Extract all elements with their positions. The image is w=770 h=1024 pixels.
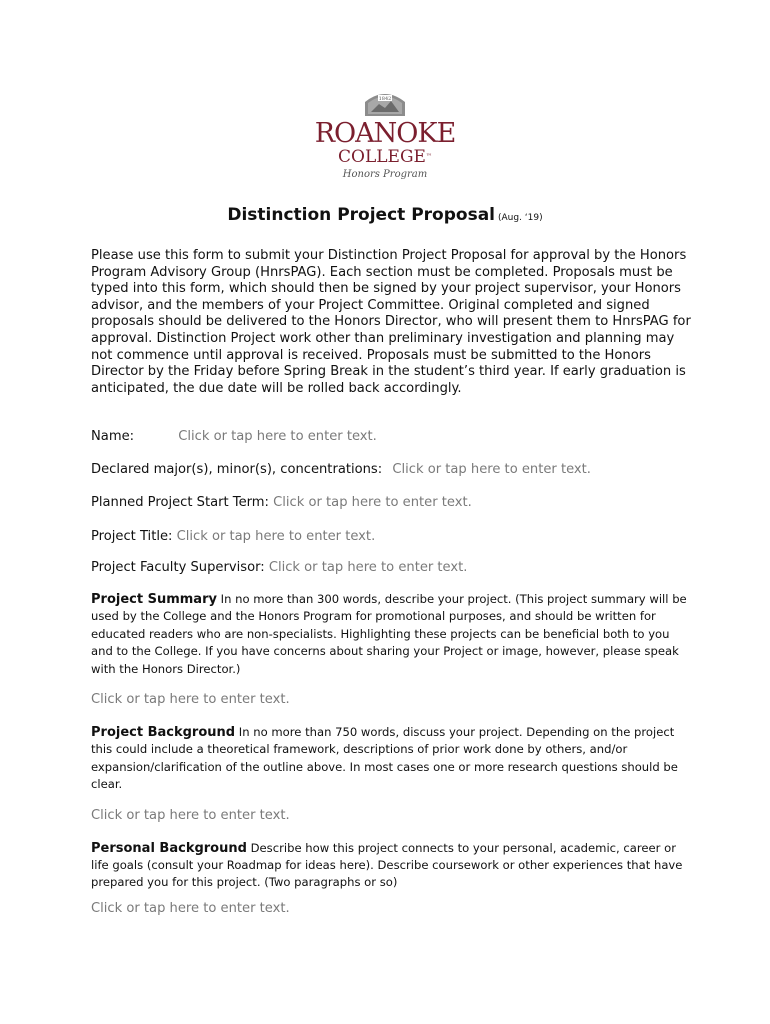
supervisor-field-row: [91, 560, 467, 576]
name-input[interactable]: Click or tap here to enter text.: [178, 429, 377, 444]
intro-paragraph: Please use this form to submit your Distinction Project Proposal for approval by the Honors Program Advisory Group (HnrsPAG). Each section must be completed. Proposals must be typed into this form, which should then be signed by your project supervisor, your Honors advisor, and the members of your Project Committee. Original completed and signed proposals should be delivered to the Honors Director, who will present them to HnrsPAG for approval. Distinction Project work other than preliminary investigation and planning may not commence until approval is received. Proposals must be submitted to the Honors Director by the Friday before Spring Break in the student’s third year. If early graduation is anticipated, the due date will be rolled back accordingly.: [91, 248, 691, 396]
project-title-input[interactable]: Click or tap here to enter text.: [176, 529, 376, 544]
document-title: Distinction Project Proposal: [227, 205, 495, 225]
project-title-field-row: [91, 529, 375, 545]
document-title-row: [0, 205, 770, 225]
start-term-input[interactable]: Click or tap here to enter text.: [273, 495, 472, 510]
name-field-row: [91, 429, 377, 445]
college-seal-icon: [363, 88, 407, 118]
start-term-label: Planned Project Start Term:: [91, 495, 269, 510]
personal-background-section: [91, 840, 691, 890]
project-summary-input[interactable]: Click or tap here to enter text.: [91, 692, 290, 707]
supervisor-input[interactable]: Click or tap here to enter text.: [268, 560, 468, 575]
project-summary-heading: Project Summary: [91, 592, 217, 607]
project-background-input[interactable]: Click or tap here to enter text.: [91, 808, 290, 823]
project-summary-instructions: In no more than 300 words, describe your project. (This project summary will be used by the College and the Honors Program for promotional purposes, and should be written for educated readers who are non-specialists. Highlighting these projects can be beneficial both to you and to the College. If you have concerns about sharing your Project or image, however, please speak with the Honors Director.): [91, 592, 687, 676]
project-background-section: [91, 724, 691, 794]
logo-line-college-wrap: [300, 148, 470, 166]
personal-background-heading: Personal Background: [91, 841, 247, 856]
majors-label: Declared major(s), minor(s), concentrations:: [91, 462, 383, 477]
document-version-note: (Aug. ‘19): [498, 213, 543, 223]
start-term-field-row: [91, 495, 472, 511]
college-logo: [300, 88, 470, 180]
name-label: Name:: [91, 429, 135, 444]
project-title-label: Project Title:: [91, 529, 173, 544]
project-background-heading: Project Background: [91, 725, 236, 740]
personal-background-instructions: Describe how this project connects to your personal, academic, career or life goals (consult your Roadmap for ideas here). Describe coursework or other experiences that have prepared you for this project. (Two paragraphs or so): [91, 841, 683, 889]
trademark-mark: ™: [425, 153, 432, 160]
supervisor-label: Project Faculty Supervisor:: [91, 560, 265, 575]
personal-background-input[interactable]: Click or tap here to enter text.: [91, 901, 290, 916]
project-background-instructions: In no more than 750 words, discuss your project. Depending on the project this could include a theoretical framework, descriptions of prior work done by others, and/or expansion/clarification of the outline above. In most cases one or more research questions should be clear.: [91, 725, 678, 792]
seal-year: 1842: [378, 96, 392, 102]
majors-input[interactable]: Click or tap here to enter text.: [392, 462, 591, 477]
logo-program-name: Honors Program: [342, 169, 428, 180]
logo-line-college: COLLEGE: [338, 147, 426, 167]
project-summary-section: [91, 591, 691, 678]
logo-line-roanoke: ROANOKE: [314, 118, 456, 149]
majors-field-row: [91, 462, 591, 478]
